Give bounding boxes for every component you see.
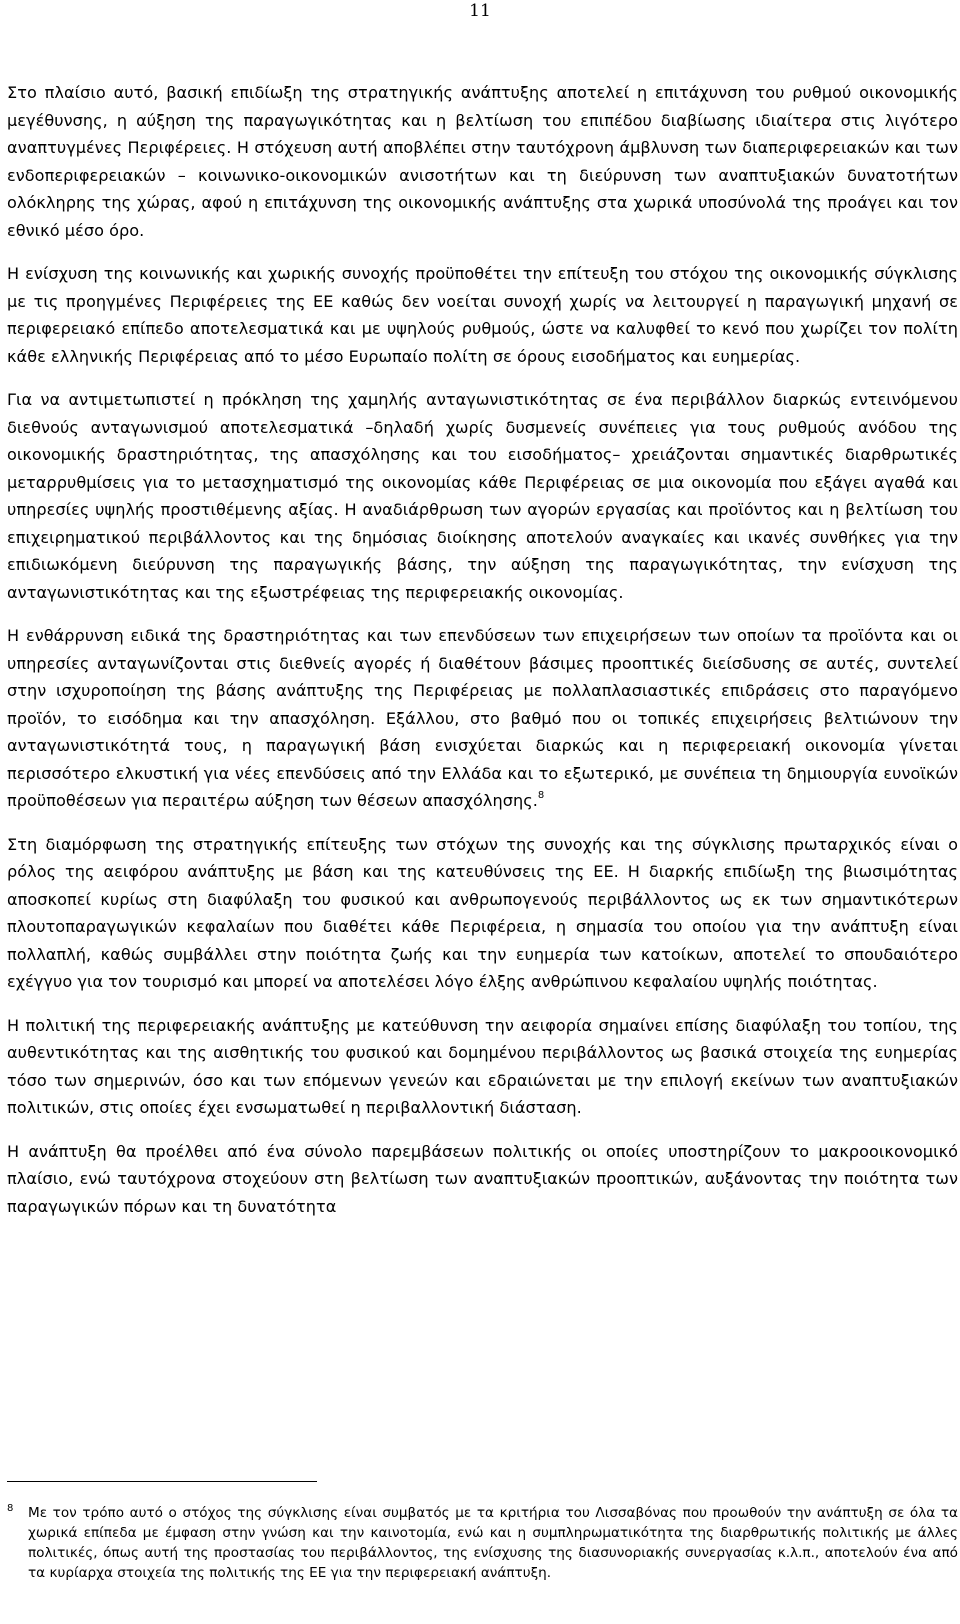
page-number: 11 bbox=[469, 1, 491, 21]
paragraph-environment: Η πολιτική της περιφερειακής ανάπτυξης με κατεύθυνση την αειφορία σημαίνει επίσης διαφύλαξη του τοπίου, της αυθεντικότητας και της αισθητικής του φυσικού και δομημένου περιβάλλοντος ως βασικά στοιχεία της ευημερίας τόσο των σημερινών, όσο και των επόμενων γενεών και εδραιώνεται με την επιλογή εκείνων των αναπτυξιακών πολιτικών, στις οποίες έχει ενσωματωθεί η περιβαλλοντική διάσταση. bbox=[7, 1015, 958, 1117]
paragraph-sustainability: Στη διαμόρφωση της στρατηγικής επίτευξης των στόχων της συνοχής και της σύγκλισης πρωταρχικός είναι ο ρόλος της αειφόρου ανάπτυξης με βάση και της κατευθύνσεις της ΕΕ. Η διαρκής επιδίωξη της βιωσιμότητας αποσκοπεί κυρίως στη διαφύλαξη του φυσικού και ανθρωπογενούς περιβάλλοντος ως εκ των σημαντικότερων πλουτοπαραγωγικών κεφαλαίων που διαθέτει κάθε Περιφέρεια, η σημασία του οποίου για την ανάπτυξη είναι πολλαπλή, καθώς συμβάλλει στην ποιότητα ζωής και την ευημερία των κατοίκων, αποτελεί το σπουδαιότερο εχέγγυο για τον τουρισμό και μπορεί να αποτελέσει λόγο έλξης ανθρώπινου κεφαλαίου υψηλής ποιότητας. bbox=[7, 834, 958, 991]
paragraph-investment bbox=[7, 622, 958, 815]
body-text bbox=[7, 79, 958, 1236]
paragraph-growth-strategy: Στο πλαίσιο αυτό, βασική επιδίωξη της στρατηγικής ανάπτυξης αποτελεί η επιτάχυνση του ρυθμού οικονομικής μεγέθυνσης, η αύξηση της παραγωγικότητας και η βελτίωση του επιπέδου διαβίωσης ιδιαίτερα στις λιγότερο αναπτυγμένες Περιφέρειες. Η στόχευση αυτή αποβλέπει στην ταυτόχρονη άμβλυνση των διαπεριφερειακών και των ενδοπεριφερειακών – κοινωνικο-οικονομικών ανισοτήτων και τη διεύρυνση των αναπτυξιακών δυνατοτήτων ολόκληρης της χώρας, αφού η επιτάχυνση της οικονομικής ανάπτυξης στα χωρικά υποσύνολά της προάγει και τον εθνικό μέσο όρο. bbox=[7, 83, 958, 240]
footnote-text: Με τον τρόπο αυτό ο στόχος της σύγκλισης είναι συμβατός με τα κριτήρια του Λισσαβόνας που προωθούν την ανάπτυξη σε όλα τα χωρικά επίπεδα με έμφαση στην γνώση και την καινοτομία, ενώ και η συμπληρωματικότητα της διαρθρωτικής πολιτικής με άλλες πολιτικές, όπως αυτή της προστασίας του περιβάλλοντος, της ενίσχυσης της διασυνοριακής συνεργασίας κ.λ.π., αποτελούν ένα από τα κυρίαρχα στοιχεία της πολιτικής της ΕΕ για την περιφερειακή ανάπτυξη. bbox=[28, 1505, 958, 1581]
footnote-separator bbox=[7, 1481, 317, 1482]
paragraph-social-cohesion: Η ενίσχυση της κοινωνικής και χωρικής συνοχής προϋποθέτει την επίτευξη του στόχου της οικονομικής σύγκλισης με τις προηγμένες Περιφέρειες της ΕΕ καθώς δεν νοείται συνοχή χωρίς να λειτουργεί η παραγωγική μηχανή σε περιφερειακό επίπεδο αποτελεσματικά και με υψηλούς ρυθμούς, ώστε να καλυφθεί το κενό που χωρίζει τον πολίτη κάθε ελληνικής Περιφέρειας από το μέσο Ευρωπαίο πολίτη σε όρους εισοδήματος και ευημερίας. bbox=[7, 264, 958, 366]
paragraph-development-policy: Η ανάπτυξη θα προέλθει από ένα σύνολο παρεμβάσεων πολιτικής οι οποίες υποστηρίζουν το μακροοικονομικό πλαίσιο, ενώ ταυτόχρονα στοχεύουν στη βελτίωση των αναπτυξιακών προοπτικών, αυξάνοντας την ποιότητα των παραγωγικών πόρων και τη δυνατότητα bbox=[7, 1141, 958, 1216]
footnote-reference[interactable]: 8 bbox=[537, 790, 545, 801]
paragraph-investment-text: Η ενθάρρυνση ειδικά της δραστηριότητας και των επενδύσεων των επιχειρήσεων των οποίων τα προϊόντα και οι υπηρεσίες ανταγωνίζονται στις διεθνείς αγορές ή διαθέτουν βάσιμες προοπτικές διείσδυσης σε αυτές, συντελεί στην ισχυροποίηση της βάσης ανάπτυξης της Περιφέρειας με πολλαπλασιαστικές επιδράσεις στο παραγόμενο προϊόν, το εισόδημα και την απασχόληση. Εξάλλου, στο βαθμό που οι τοπικές επιχειρήσεις βελτιώνουν την ανταγωνιστικότητά τους, η παραγωγική βάση ενισχύεται διαρκώς και η περιφερειακή οικονομία γίνεται περισσότερο ελκυστική για νέες επενδύσεις από την Ελλάδα και το εξωτερικό, με συνέπεια τη δημιουργία ευνοϊκών προϋποθέσεων για περαιτέρω αύξηση των θέσεων απασχόλησης. bbox=[7, 626, 958, 810]
paragraph-competitiveness: Για να αντιμετωπιστεί η πρόκληση της χαμηλής ανταγωνιστικότητας σε ένα περιβάλλον διαρκώς εντεινόμενου διεθνούς ανταγωνισμού αποτελεσματικά –δηλαδή χωρίς δυσμενείς συνέπειες για τους ρυθμούς ανόδου της οικονομικής δραστηριότητας, της απασχόλησης και του εισοδήματος– χρειάζονται σημαντικές διαρθρωτικές μεταρρυθμίσεις για το μετασχηματισμό της οικονομίας κάθε Περιφέρειας σε μια οικονομία που εξάγει αγαθά και υπηρεσίες υψηλής προστιθέμενης αξίας. Η αναδιάρθρωση των αγορών εργασίας και προϊόντος και η βελτίωση του επιχειρηματικού περιβάλλοντος και της δημόσιας διοίκησης αποτελούν αναγκαίες και ικανές συνθήκες για την επιδιωκόμενη διεύρυνση της παραγωγικής βάσης, την αύξηση της παραγωγικότητας, την ενίσχυση της ανταγωνιστικότητας και της εξωστρέφειας της περιφερειακής οικονομίας. bbox=[7, 390, 958, 602]
footnote: 8 Με τον τρόπο αυτό ο στόχος της σύγκλισης είναι συμβατός με τα κριτήρια του Λισσαβόνας που προωθούν την ανάπτυξη σε όλα τα χωρικά επίπεδα με έμφαση στην γνώση και την καινοτομία, ενώ και η συμπληρωματικότητα της διαρθρωτικής πολιτικής με άλλες πολιτικές, όπως αυτή της προστασίας του περιβάλλοντος, της ενίσχυσης της διασυνοριακής συνεργασίας κ.λ.π., αποτελούν ένα από τα κυρίαρχα στοιχεία της πολιτικής της ΕΕ για την περιφερειακή ανάπτυξη. bbox=[7, 1503, 958, 1581]
